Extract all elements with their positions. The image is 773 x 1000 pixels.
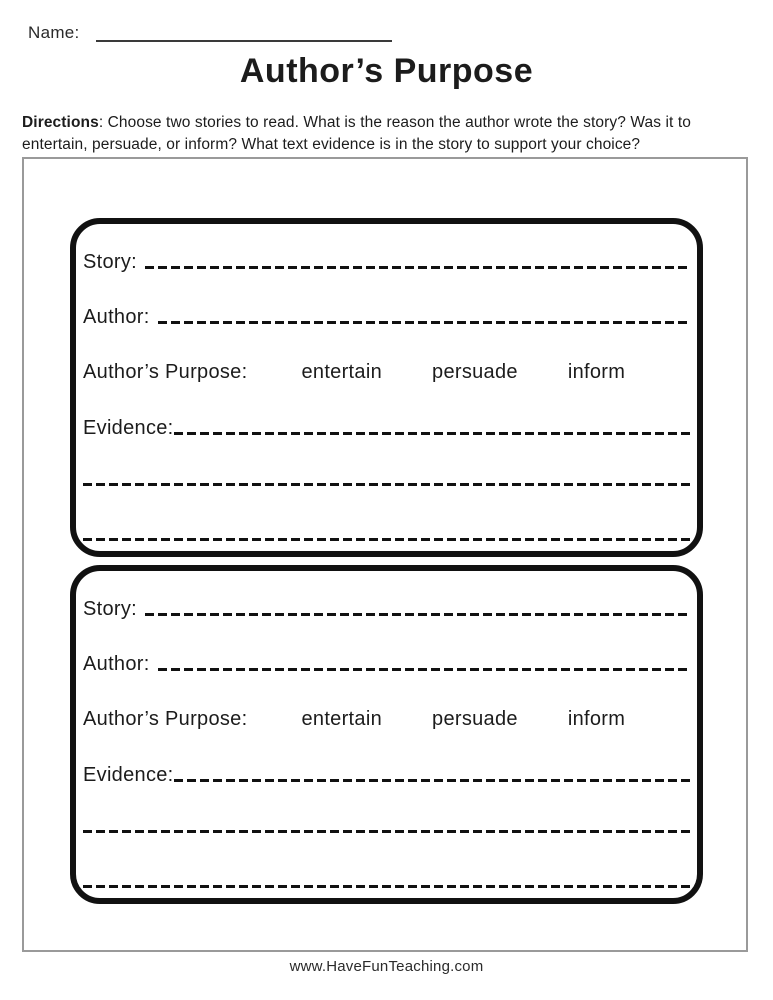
evidence-label: Evidence:: [83, 417, 174, 439]
directions-body: : Choose two stories to read. What is the reason the author wrote the story? Was it to entertain, persuade, or inform? What text evidence is in the story to support your choice?: [22, 114, 691, 153]
story-row: [83, 573, 690, 621]
purpose-options: [301, 708, 625, 731]
name-row: [28, 21, 773, 43]
evidence-extra-row-2: [83, 491, 690, 546]
evidence-fill-line-3[interactable]: [83, 885, 690, 888]
evidence-row: [83, 384, 690, 440]
option-inform[interactable]: inform: [567, 361, 626, 383]
author-label: Author:: [83, 653, 150, 675]
option-entertain[interactable]: entertain: [301, 361, 383, 383]
purpose-row: [83, 676, 690, 731]
author-label: Author:: [83, 306, 150, 328]
story-row: [83, 226, 690, 274]
evidence-row: [83, 731, 690, 787]
name-fill-line[interactable]: [96, 40, 392, 42]
page-title: Author’s Purpose: [239, 52, 534, 90]
option-persuade[interactable]: persuade: [432, 708, 518, 730]
author-fill-line[interactable]: [158, 668, 690, 671]
evidence-label: Evidence:: [83, 764, 174, 786]
story-label: Story:: [83, 251, 138, 273]
story-section-2: [70, 565, 703, 904]
name-label: Name:: [28, 23, 80, 42]
story-fill-line[interactable]: [145, 266, 690, 269]
evidence-fill-line[interactable]: [174, 432, 690, 435]
purpose-options: [301, 361, 625, 384]
author-row: [83, 621, 690, 676]
option-inform[interactable]: inform: [567, 708, 626, 730]
evidence-fill-line[interactable]: [174, 779, 690, 782]
purpose-label: Author’s Purpose:: [83, 361, 248, 383]
story-label: Story:: [83, 598, 138, 620]
evidence-fill-line-2[interactable]: [83, 830, 690, 833]
evidence-extra-row-2: [83, 838, 690, 893]
evidence-fill-line-3[interactable]: [83, 538, 690, 541]
evidence-extra-row-1: [83, 787, 690, 838]
author-row: [83, 274, 690, 329]
footer-url: www.HaveFunTeaching.com: [289, 958, 484, 975]
story-fill-line[interactable]: [145, 613, 690, 616]
story-section-1: [70, 218, 703, 557]
option-entertain[interactable]: entertain: [301, 708, 383, 730]
evidence-fill-line-2[interactable]: [83, 483, 690, 486]
author-fill-line[interactable]: [158, 321, 690, 324]
worksheet-frame: [22, 157, 748, 952]
directions-text: [22, 112, 749, 156]
purpose-row: [83, 329, 690, 384]
directions-label: Directions: [22, 114, 99, 131]
purpose-label: Author’s Purpose:: [83, 708, 248, 730]
evidence-extra-row-1: [83, 440, 690, 491]
option-persuade[interactable]: persuade: [432, 361, 518, 383]
